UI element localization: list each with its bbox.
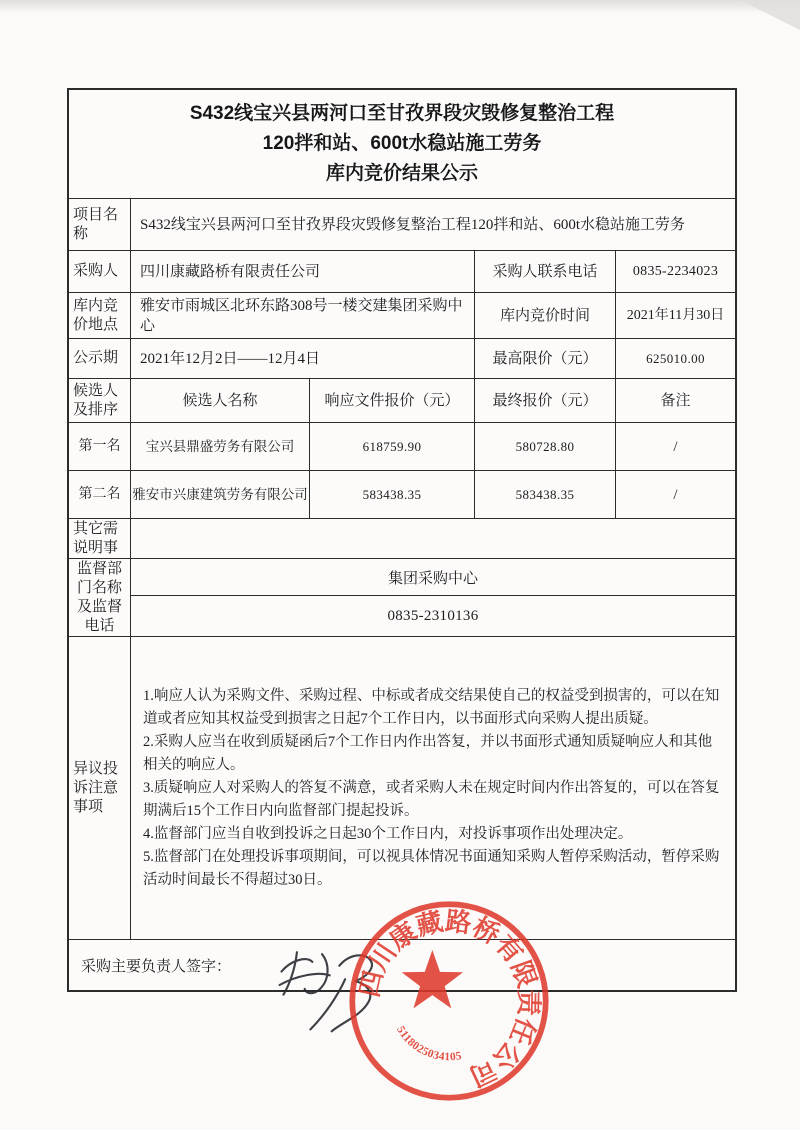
bidding-time-value: 2021年11月30日 [615,293,735,338]
remark-header: 备注 [615,379,735,422]
signature-stroke [282,959,313,971]
row-other-notes [69,518,735,558]
purchaser-value: 四川康藏路桥有限责任公司 [130,251,474,292]
candidate-2-remark: / [615,471,735,518]
candidate-2-doc-price: 583438.35 [309,471,474,518]
objection-item-2: 2.采购人应当在收到质疑函后7个工作日内作出答复，并以书面形式通知质疑响应人和其他相关的响应人。 [143,733,713,773]
candidates-rank-label: 候选人及排序 [73,382,119,418]
row-supervision [69,558,735,636]
candidate-2-final-price: 583438.35 [474,471,615,518]
venue-value: 雅安市雨城区北环东路308号一楼交建集团采购中心 [130,293,474,338]
purchaser-label: 采购人 [73,263,119,279]
title-line-2: 120拌和站、600t水稳站施工劳务 [262,133,542,154]
candidate-1-remark: / [615,423,735,470]
project-name-value: S432线宝兴县两河口至甘孜界段灾毁修复整治工程120拌和站、600t水稳站施工劳务 [130,199,735,250]
seal-registration-number: 5118025034105 [394,1024,463,1064]
row-publicity-period [69,338,735,378]
scan-edge-corner [740,0,800,30]
seal-star-icon [402,950,463,1008]
purchaser-phone-value: 0835-2234023 [615,251,735,292]
candidate-row-2 [69,470,735,518]
supervision-values [130,559,735,636]
title-line-3: 库内竞价结果公示 [325,163,478,184]
candidate-2-rank: 第二名 [78,487,121,502]
objection-content [130,637,735,939]
supervision-department: 集团采购中心 [387,570,478,587]
other-notes-label: 其它需说明事 [73,520,119,556]
project-name-label: 项目名称 [73,206,119,242]
signature-stroke [280,974,330,985]
row-candidates-header [69,378,735,422]
scan-edge-top [0,0,800,16]
row-bidding-venue [69,292,735,338]
candidate-2-name: 雅安市兴康建筑劳务有限公司 [130,471,309,518]
other-notes-value [130,519,735,558]
doc-price-header: 响应文件报价（元） [309,379,474,422]
final-price-header: 最终报价（元） [474,379,615,422]
purchaser-phone-label: 采购人联系电话 [474,251,615,292]
supervision-phone: 0835-2310136 [131,595,735,636]
company-seal-stamp [345,895,553,1107]
row-project-name [69,198,735,250]
publicity-label: 公示期 [73,350,119,366]
title-row [69,90,735,198]
candidate-1-doc-price: 618759.90 [309,423,474,470]
signature-stroke [283,952,297,994]
row-purchaser [69,250,735,292]
objection-item-1: 1.响应人认为采购文件、采购过程、中标或者成交结果使自己的权益受到损害的，可以在知道或者应知其权益受到损害之日起7个工作日内，以书面形式向采购人提出质疑。 [143,687,720,727]
max-price-value: 625010.00 [615,339,735,378]
row-objection-notes [69,636,735,939]
seal-company-name: 四川康藏路桥有限责任公司 [354,906,543,1092]
signature-label: 采购主要负责人签字： [81,958,232,975]
supervision-label: 监督部门名称及监督电话 [76,560,122,634]
objection-item-3: 3.质疑响应人对采购人的答复不满意，或者采购人未在规定时间内作出答复的，可以在答复期满后15个工作日内向监督部门提起投诉。 [143,779,720,819]
objection-item-5: 5.监督部门在处理投诉事项期间，可以视具体情况书面通知采购人暂停采购活动，暂停采购活动时间最长不得超过30日。 [143,848,720,888]
title-line-1: S432线宝兴县两河口至甘孜界段灾毁修复整治工程 [189,103,615,124]
publicity-value: 2021年12月2日——12月4日 [130,339,474,378]
document-title [69,99,735,189]
objection-label: 异议投诉注意事项 [73,760,119,815]
bid-result-table [67,88,737,992]
venue-label: 库内竞价地点 [73,297,119,333]
candidate-1-name: 宝兴县鼎盛劳务有限公司 [130,423,309,470]
candidate-name-header: 候选人名称 [130,379,309,422]
bidding-time-label: 库内竞价时间 [474,293,615,338]
max-price-label: 最高限价（元） [474,339,615,378]
objection-item-4: 4.监督部门应当自收到投诉之日起30个工作日内，对投诉事项作出处理决定。 [143,825,633,842]
candidate-1-final-price: 580728.80 [474,423,615,470]
candidate-row-1 [69,422,735,470]
candidate-1-rank: 第一名 [78,439,121,454]
signature-stroke [310,979,345,1029]
